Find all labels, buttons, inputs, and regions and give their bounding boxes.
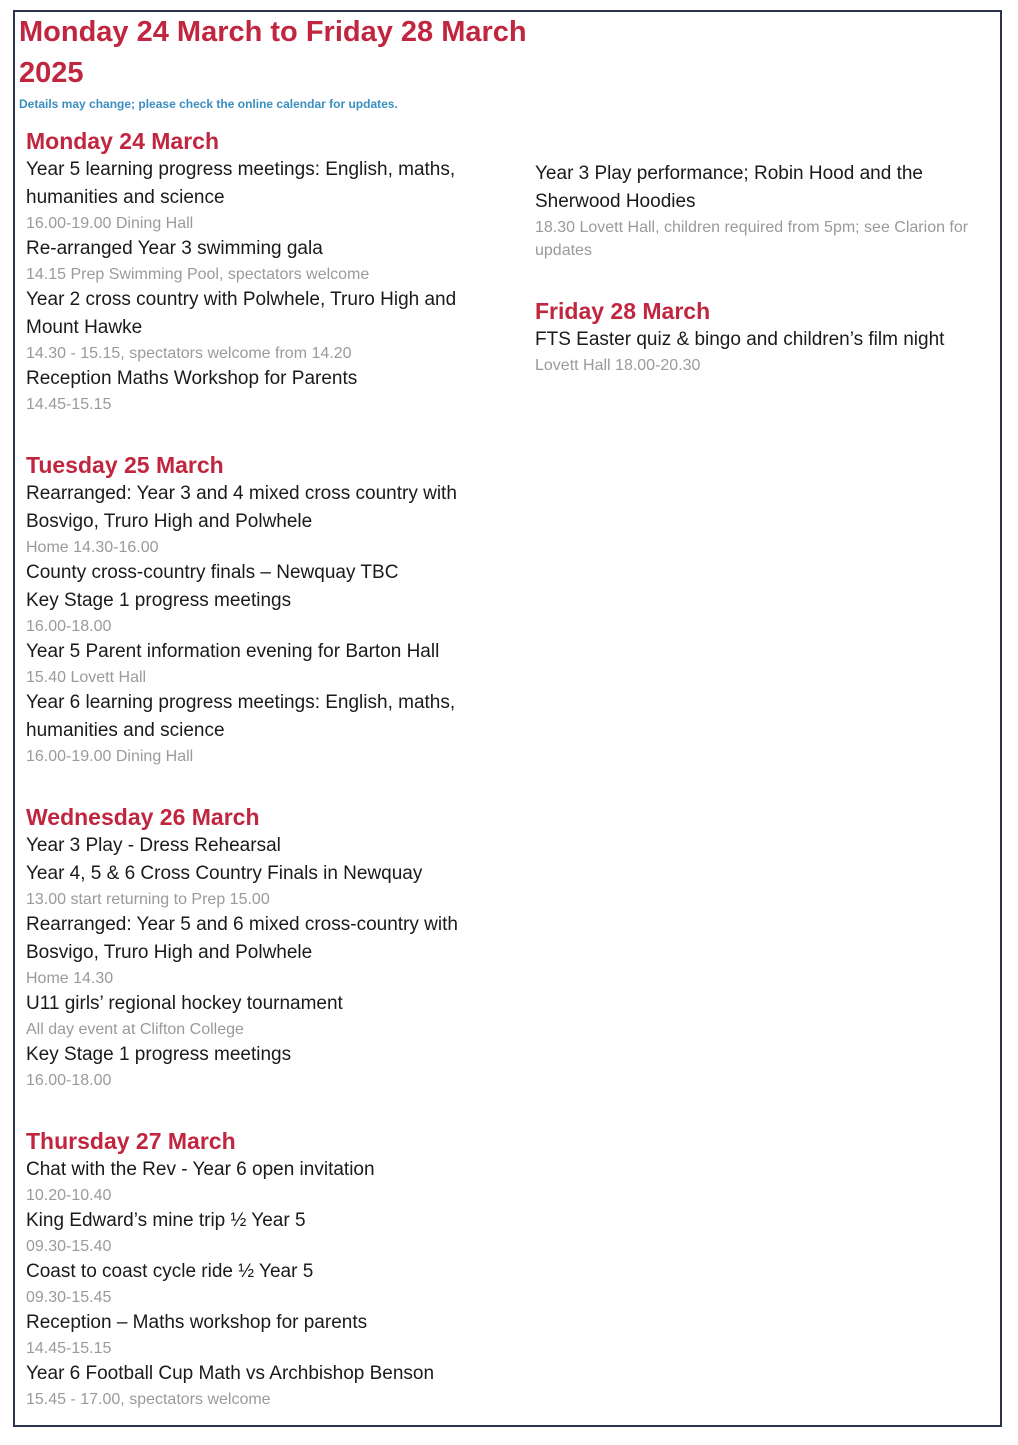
event-title: Coast to coast cycle ride ½ Year 5: [26, 1261, 314, 1282]
event-item: [535, 326, 1005, 377]
day-heading: Wednesday 26 March: [26, 804, 260, 830]
event-detail: 15.40 Lovett Hall: [26, 669, 147, 686]
event-detail: 14.15 Prep Swimming Pool, spectators welcome: [26, 266, 370, 283]
event-detail: 10.20-10.40: [26, 1187, 112, 1204]
event-title: FTS Easter quiz & bingo and children’s film night: [535, 329, 945, 350]
event-detail: 18.30 Lovett Hall, children required from 5pm; see Clarion for updates: [535, 219, 969, 259]
event-item: [26, 1309, 506, 1360]
day-section: [26, 1126, 506, 1411]
event-item: [26, 480, 506, 559]
event-item: [26, 559, 506, 587]
event-detail: 09.30-15.45: [26, 1289, 112, 1306]
event-detail: Home 14.30-16.00: [26, 539, 159, 556]
day-section: [26, 802, 506, 1092]
event-detail: 16.00-19.00 Dining Hall: [26, 215, 194, 232]
event-item: [26, 156, 506, 235]
event-item: [26, 832, 506, 860]
event-title: Year 6 learning progress meetings: English, maths, humanities and science: [26, 692, 456, 741]
disclaimer-note: Details may change; please check the online calendar for updates.: [19, 97, 398, 111]
event-item: [26, 689, 506, 768]
event-item: [26, 1156, 506, 1207]
event-item: [26, 587, 506, 638]
event-item: [26, 860, 506, 911]
event-title: Reception Maths Workshop for Parents: [26, 368, 358, 389]
left-column: [26, 126, 506, 1445]
event-title: Year 2 cross country with Polwhele, Truro High and Mount Hawke: [26, 289, 457, 338]
event-detail: Home 14.30: [26, 970, 114, 987]
day-section: [26, 450, 506, 768]
event-item: [26, 638, 506, 689]
event-title: Chat with the Rev - Year 6 open invitation: [26, 1159, 375, 1180]
day-heading: Thursday 27 March: [26, 1128, 236, 1154]
event-detail: 16.00-18.00: [26, 1072, 112, 1089]
event-title: Reception – Maths workshop for parents: [26, 1312, 368, 1333]
event-title: Rearranged: Year 5 and 6 mixed cross-country with Bosvigo, Truro High and Polwhele: [26, 914, 458, 963]
event-title: Key Stage 1 progress meetings: [26, 1044, 292, 1065]
event-title: Year 5 learning progress meetings: English, maths, humanities and science: [26, 159, 456, 208]
event-detail: 13.00 start returning to Prep 15.00: [26, 891, 270, 908]
event-title: U11 girls’ regional hockey tournament: [26, 993, 343, 1014]
day-section: [26, 126, 506, 416]
event-detail: 16.00-19.00 Dining Hall: [26, 748, 194, 765]
event-title: Year 5 Parent information evening for Barton Hall: [26, 641, 440, 662]
event-item: [26, 365, 506, 416]
event-title: Year 4, 5 & 6 Cross Country Finals in Newquay: [26, 863, 423, 884]
event-detail: All day event at Clifton College: [26, 1021, 244, 1038]
event-detail: 16.00-18.00: [26, 618, 112, 635]
event-title: King Edward’s mine trip ½ Year 5: [26, 1210, 306, 1231]
event-item: [26, 1258, 506, 1309]
event-title: Year 6 Football Cup Math vs Archbishop Benson: [26, 1363, 435, 1384]
event-item: [26, 286, 506, 365]
event-detail: 14.30 - 15.15, spectators welcome from 14.20: [26, 345, 352, 362]
day-heading: Monday 24 March: [26, 128, 219, 154]
event-detail: 14.45-15.15: [26, 396, 112, 413]
event-title: County cross-country finals – Newquay TBC: [26, 562, 399, 583]
event-detail: 14.45-15.15: [26, 1340, 112, 1357]
day-section: [535, 296, 1005, 377]
event-item: [26, 1207, 506, 1258]
event-item: [535, 160, 1005, 262]
page-title: Monday 24 March to Friday 28 March 2025: [19, 16, 527, 89]
day-heading: Friday 28 March: [535, 298, 711, 324]
event-title: Year 3 Play performance; Robin Hood and the Sherwood Hoodies: [535, 163, 923, 212]
event-detail: 09.30-15.40: [26, 1238, 112, 1255]
event-title: Rearranged: Year 3 and 4 mixed cross country with Bosvigo, Truro High and Polwhele: [26, 483, 457, 532]
event-item: [26, 235, 506, 286]
event-title: Re-arranged Year 3 swimming gala: [26, 238, 323, 259]
event-item: [26, 1041, 506, 1092]
right-column: [535, 160, 1005, 411]
event-detail: Lovett Hall 18.00-20.30: [535, 357, 701, 374]
event-title: Key Stage 1 progress meetings: [26, 590, 292, 611]
event-item: [26, 990, 506, 1041]
event-item: [26, 1360, 506, 1411]
event-item: [26, 911, 506, 990]
day-section: [535, 160, 1005, 262]
event-title: Year 3 Play - Dress Rehearsal: [26, 835, 281, 856]
event-detail: 15.45 - 17.00, spectators welcome: [26, 1391, 271, 1408]
day-heading: Tuesday 25 March: [26, 452, 224, 478]
